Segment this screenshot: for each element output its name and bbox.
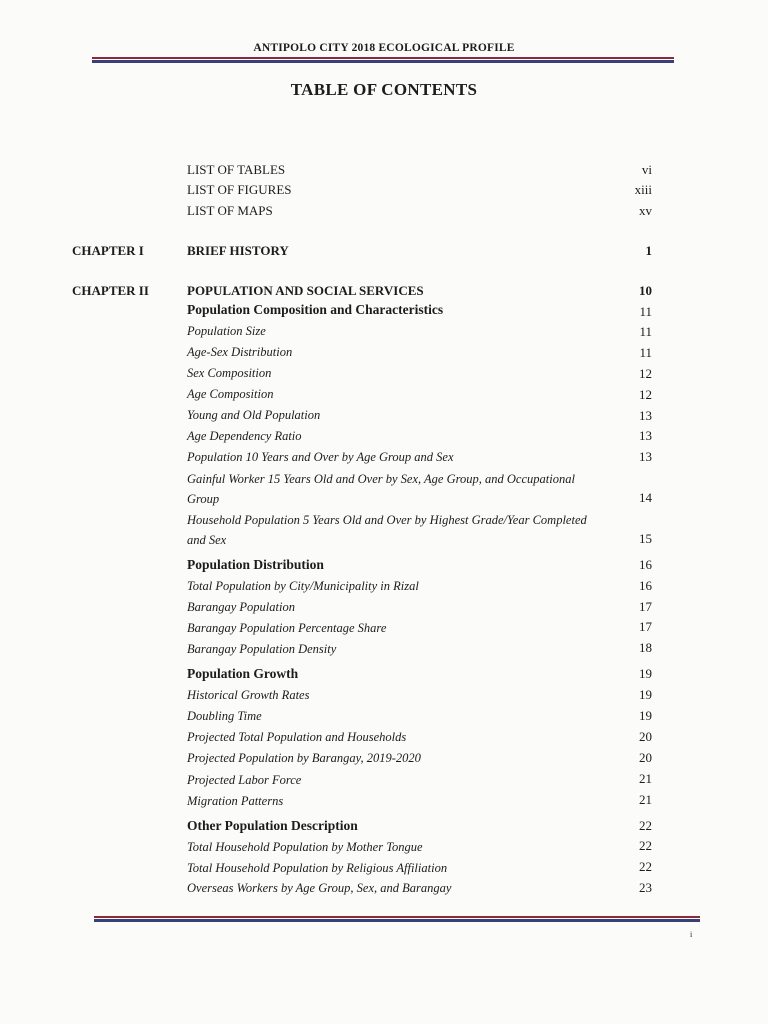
toc-entry[interactable]: Projected Population by Barangay, 2019-2020: [187, 751, 421, 765]
toc-page-number: 20: [639, 729, 652, 744]
chapter-label: CHAPTER I: [72, 243, 144, 258]
toc-entry[interactable]: Total Population by City/Municipality in Rizal: [187, 579, 419, 593]
toc-page-number: 16: [639, 578, 652, 593]
toc-page-number: 13: [639, 428, 652, 443]
toc-page-number: 21: [639, 771, 652, 786]
toc-page-number: 17: [639, 619, 652, 634]
toc-entry[interactable]: Projected Labor Force: [187, 773, 302, 787]
footer-rule: [94, 916, 700, 922]
page-title: TABLE OF CONTENTS: [290, 80, 478, 99]
toc-entry[interactable]: Projected Total Population and Households: [187, 730, 407, 744]
running-header: ANTIPOLO CITY 2018 ECOLOGICAL PROFILE: [253, 42, 515, 54]
toc-page-number: 16: [639, 557, 652, 572]
toc-page-number: 14: [639, 490, 652, 505]
toc-entry-list-of-figures[interactable]: LIST OF FIGURES: [187, 182, 292, 197]
toc-entry[interactable]: Total Household Population by Mother Tongue: [187, 840, 423, 854]
toc-page-number: xiii: [634, 182, 652, 197]
toc-page-number: 19: [639, 708, 652, 723]
toc-section-heading[interactable]: Other Population Description: [187, 818, 358, 833]
toc-entry[interactable]: Age-Sex Distribution: [187, 345, 293, 359]
toc-entry-list-of-maps[interactable]: LIST OF MAPS: [187, 203, 273, 218]
toc-page-number: 20: [639, 750, 652, 765]
toc-page-number: 19: [639, 687, 652, 702]
toc-entry[interactable]: Age Composition: [187, 387, 274, 401]
toc-entry-population-and-social-services[interactable]: POPULATION AND SOCIAL SERVICES: [187, 283, 424, 298]
toc-section-heading[interactable]: Population Growth: [187, 666, 299, 681]
toc-entry[interactable]: Household Population 5 Years Old and Over by Highest Grade/Year Completed and Sex: [187, 513, 587, 547]
toc-entry[interactable]: Doubling Time: [187, 709, 262, 723]
toc-page-number: 22: [639, 818, 652, 833]
toc-page-number: 17: [639, 599, 652, 614]
toc-page-number: 13: [639, 449, 652, 464]
toc-page-number: 21: [639, 792, 652, 807]
toc-page-number: 18: [639, 640, 652, 655]
toc-page-number: 11: [639, 345, 652, 360]
toc-page-number: 19: [639, 666, 652, 681]
toc-entry[interactable]: Sex Composition: [187, 366, 272, 380]
chapter-label: CHAPTER II: [72, 283, 149, 298]
toc-entry[interactable]: Population 10 Years and Over by Age Group and Sex: [187, 450, 454, 464]
toc-entry-brief-history[interactable]: BRIEF HISTORY: [187, 243, 289, 258]
toc-page-number: 12: [639, 366, 652, 381]
toc-page-number: 11: [639, 304, 652, 319]
toc-entry-list-of-tables[interactable]: LIST OF TABLES: [187, 162, 286, 177]
header-rule: [92, 57, 674, 63]
toc-entry[interactable]: Total Household Population by Religious Affiliation: [187, 861, 448, 875]
toc-entry[interactable]: Young and Old Population: [187, 408, 321, 422]
toc-entry[interactable]: Population Size: [187, 324, 266, 338]
toc-page-number: 22: [639, 859, 652, 874]
toc-entry[interactable]: Migration Patterns: [187, 794, 284, 808]
toc-entry[interactable]: Age Dependency Ratio: [187, 429, 302, 443]
toc-page-number: 15: [639, 531, 652, 546]
toc-page-number: 23: [639, 880, 652, 895]
toc-entry[interactable]: Overseas Workers by Age Group, Sex, and Barangay: [187, 881, 452, 895]
toc-page-number: 11: [639, 324, 652, 339]
toc-page-number: 13: [639, 408, 652, 423]
toc-entry[interactable]: Barangay Population: [187, 600, 295, 614]
toc-page-number: 1: [645, 243, 652, 258]
toc-entry[interactable]: Barangay Population Density: [187, 642, 337, 656]
toc-page-number: 22: [639, 838, 652, 853]
toc-entry[interactable]: Historical Growth Rates: [187, 688, 310, 702]
toc-entry[interactable]: Barangay Population Percentage Share: [187, 621, 387, 635]
toc-section-heading[interactable]: Population Distribution: [187, 557, 324, 572]
toc-entry[interactable]: Gainful Worker 15 Years Old and Over by Sex, Age Group, and Occupational Group: [187, 472, 575, 506]
toc-page-number: xv: [639, 203, 652, 218]
toc-page-number: 10: [639, 283, 652, 298]
folio: i: [690, 930, 693, 939]
toc-page-number: 12: [639, 387, 652, 402]
toc-page-number: vi: [641, 162, 652, 177]
toc-section-heading[interactable]: Population Composition and Characteristics: [187, 302, 444, 317]
